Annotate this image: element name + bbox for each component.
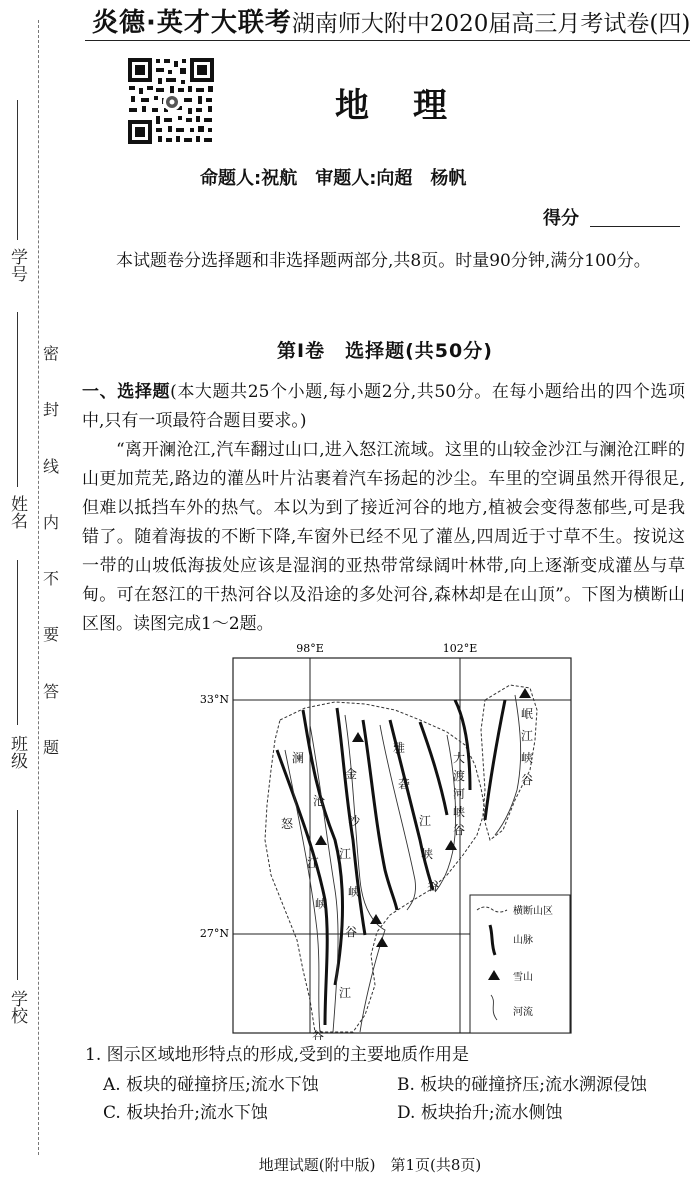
map-legend [470,895,570,1033]
river-label: 谷 [453,823,466,837]
river-label: 峡 [421,847,434,861]
reading-passage: “离开澜沧江,汽车翻过山口,进入怒江流域。这里的山较金沙江与澜沧江畔的山更加荒芜,路边的灌丛叶片沾裹着汽车扬起的沙尘。车里的空调虽然开得很足,但难以抵挡车外的热气。本以为到了接近河谷的地方,植被会变得葱郁些,可是我错了。随着海拔的不断下降,车窗外已经不见了灌丛,四周近于寸草不生。按说这一带的山坡低海拔处应该是湿润的亚热带常绿阔叶林带,向上逐渐变成灌丛与草甸。可在怒江的干热河谷以及沿途的多处河谷,森林却是在山顶”。下图为横断山区图。读图完成1～2题。 [82,440,685,634]
river-label: 峡 [315,897,328,911]
seal-warning [43,346,59,756]
river-label: 峡 [348,885,361,899]
class-label: 班级 [7,735,27,769]
authors-line: 命题人:祝航 审题人:向超 杨帆 [200,168,467,189]
name-label: 姓名 [7,495,27,529]
river-label: 谷 [427,879,440,893]
question-1-option-c[interactable]: C. 板块抬升;流水下蚀 [103,1103,268,1123]
river-label: 澜 [292,751,305,765]
legend-label: 山脉 [513,935,533,946]
exam-header [92,2,692,44]
hengduan-map [185,640,585,1040]
river-label: 江 [419,814,432,828]
seal-warning-char: 线 [43,456,60,476]
legend-label: 横断山区 [513,906,553,917]
legend-label: 雪山 [513,972,533,983]
river-label: 谷 [312,1029,325,1040]
seal-warning-char: 答 [43,681,60,701]
river-label: 砻 [398,777,411,791]
exam-brand: 炎德·英才大联考 [92,8,292,38]
river-label: 怒 [281,817,294,831]
seal-warning-char: 要 [43,625,60,645]
class-line [17,560,18,725]
river-label: 峡 [453,805,466,819]
river-label: 沧 [313,794,326,808]
seal-warning-char: 封 [43,400,60,420]
river-label: 江 [521,729,534,743]
page-title: 地理 [335,86,491,126]
student-no-line [17,100,18,240]
river-label: 谷 [345,925,358,939]
seal-warning-char: 密 [43,344,60,363]
river-label: 谷 [521,773,534,787]
seal-warning-char: 内 [43,512,60,532]
question-1-option-b[interactable]: B. 板块的碰撞挤压;流水溯源侵蚀 [397,1075,648,1095]
qr-code-icon [126,56,216,146]
exam-name: 湖南师大附中2020届高三月考试卷(四) [291,11,691,37]
river-label: 峡 [521,751,534,765]
river-label: 江 [307,856,320,870]
part1-label: 一、选择题 [82,382,171,402]
part1-instruction [82,378,685,436]
lat-label-27: 27°N [199,927,229,940]
river-label: 沙 [348,814,361,828]
seal-warning-char: 不 [43,569,60,589]
river-label: 金 [345,767,358,781]
river-label: 雅 [393,741,406,755]
question-1-stem: 1. 图示区域地形特点的形成,受到的主要地质作用是 [85,1045,470,1065]
part1-text: (本大题共25个小题,每小题2分,共50分。在每小题给出的四个选项中,只有一项最符合题目要求。) [82,382,685,431]
question-1-option-a[interactable]: A. 板块的碰撞挤压;流水下蚀 [103,1075,319,1095]
lat-label-33: 33°N [199,693,229,706]
river-label: 大 [453,751,466,765]
school-label: 学校 [7,990,27,1024]
section-title: 第Ⅰ卷 选择题(共50分) [277,340,493,362]
river-label: 江 [339,847,352,861]
page-footer: 地理试题(附中版) 第1页(共8页) [258,1156,482,1174]
binding-margin [0,0,78,1189]
legend-label: 河流 [513,1007,533,1018]
lon-label-98: 98°E [296,642,324,655]
score-blank [590,226,680,227]
student-no-label: 学号 [7,248,27,282]
dashed-cut-line [38,20,39,1155]
exam-intro: 本试题卷分选择题和非选择题两部分,共8页。时量90分钟,满分100分。 [116,251,651,271]
header-rule [85,40,690,41]
river-label: 岷 [521,707,534,721]
seal-warning-char: 题 [43,737,60,757]
river-label: 江 [339,986,352,1000]
lon-label-102: 102°E [442,642,478,655]
river-label: 河 [453,787,466,801]
question-1-option-d[interactable]: D. 板块抬升;流水侧蚀 [397,1103,563,1123]
school-line [17,810,18,980]
score-label: 得分 [543,208,579,229]
river-label: 渡 [453,769,466,783]
